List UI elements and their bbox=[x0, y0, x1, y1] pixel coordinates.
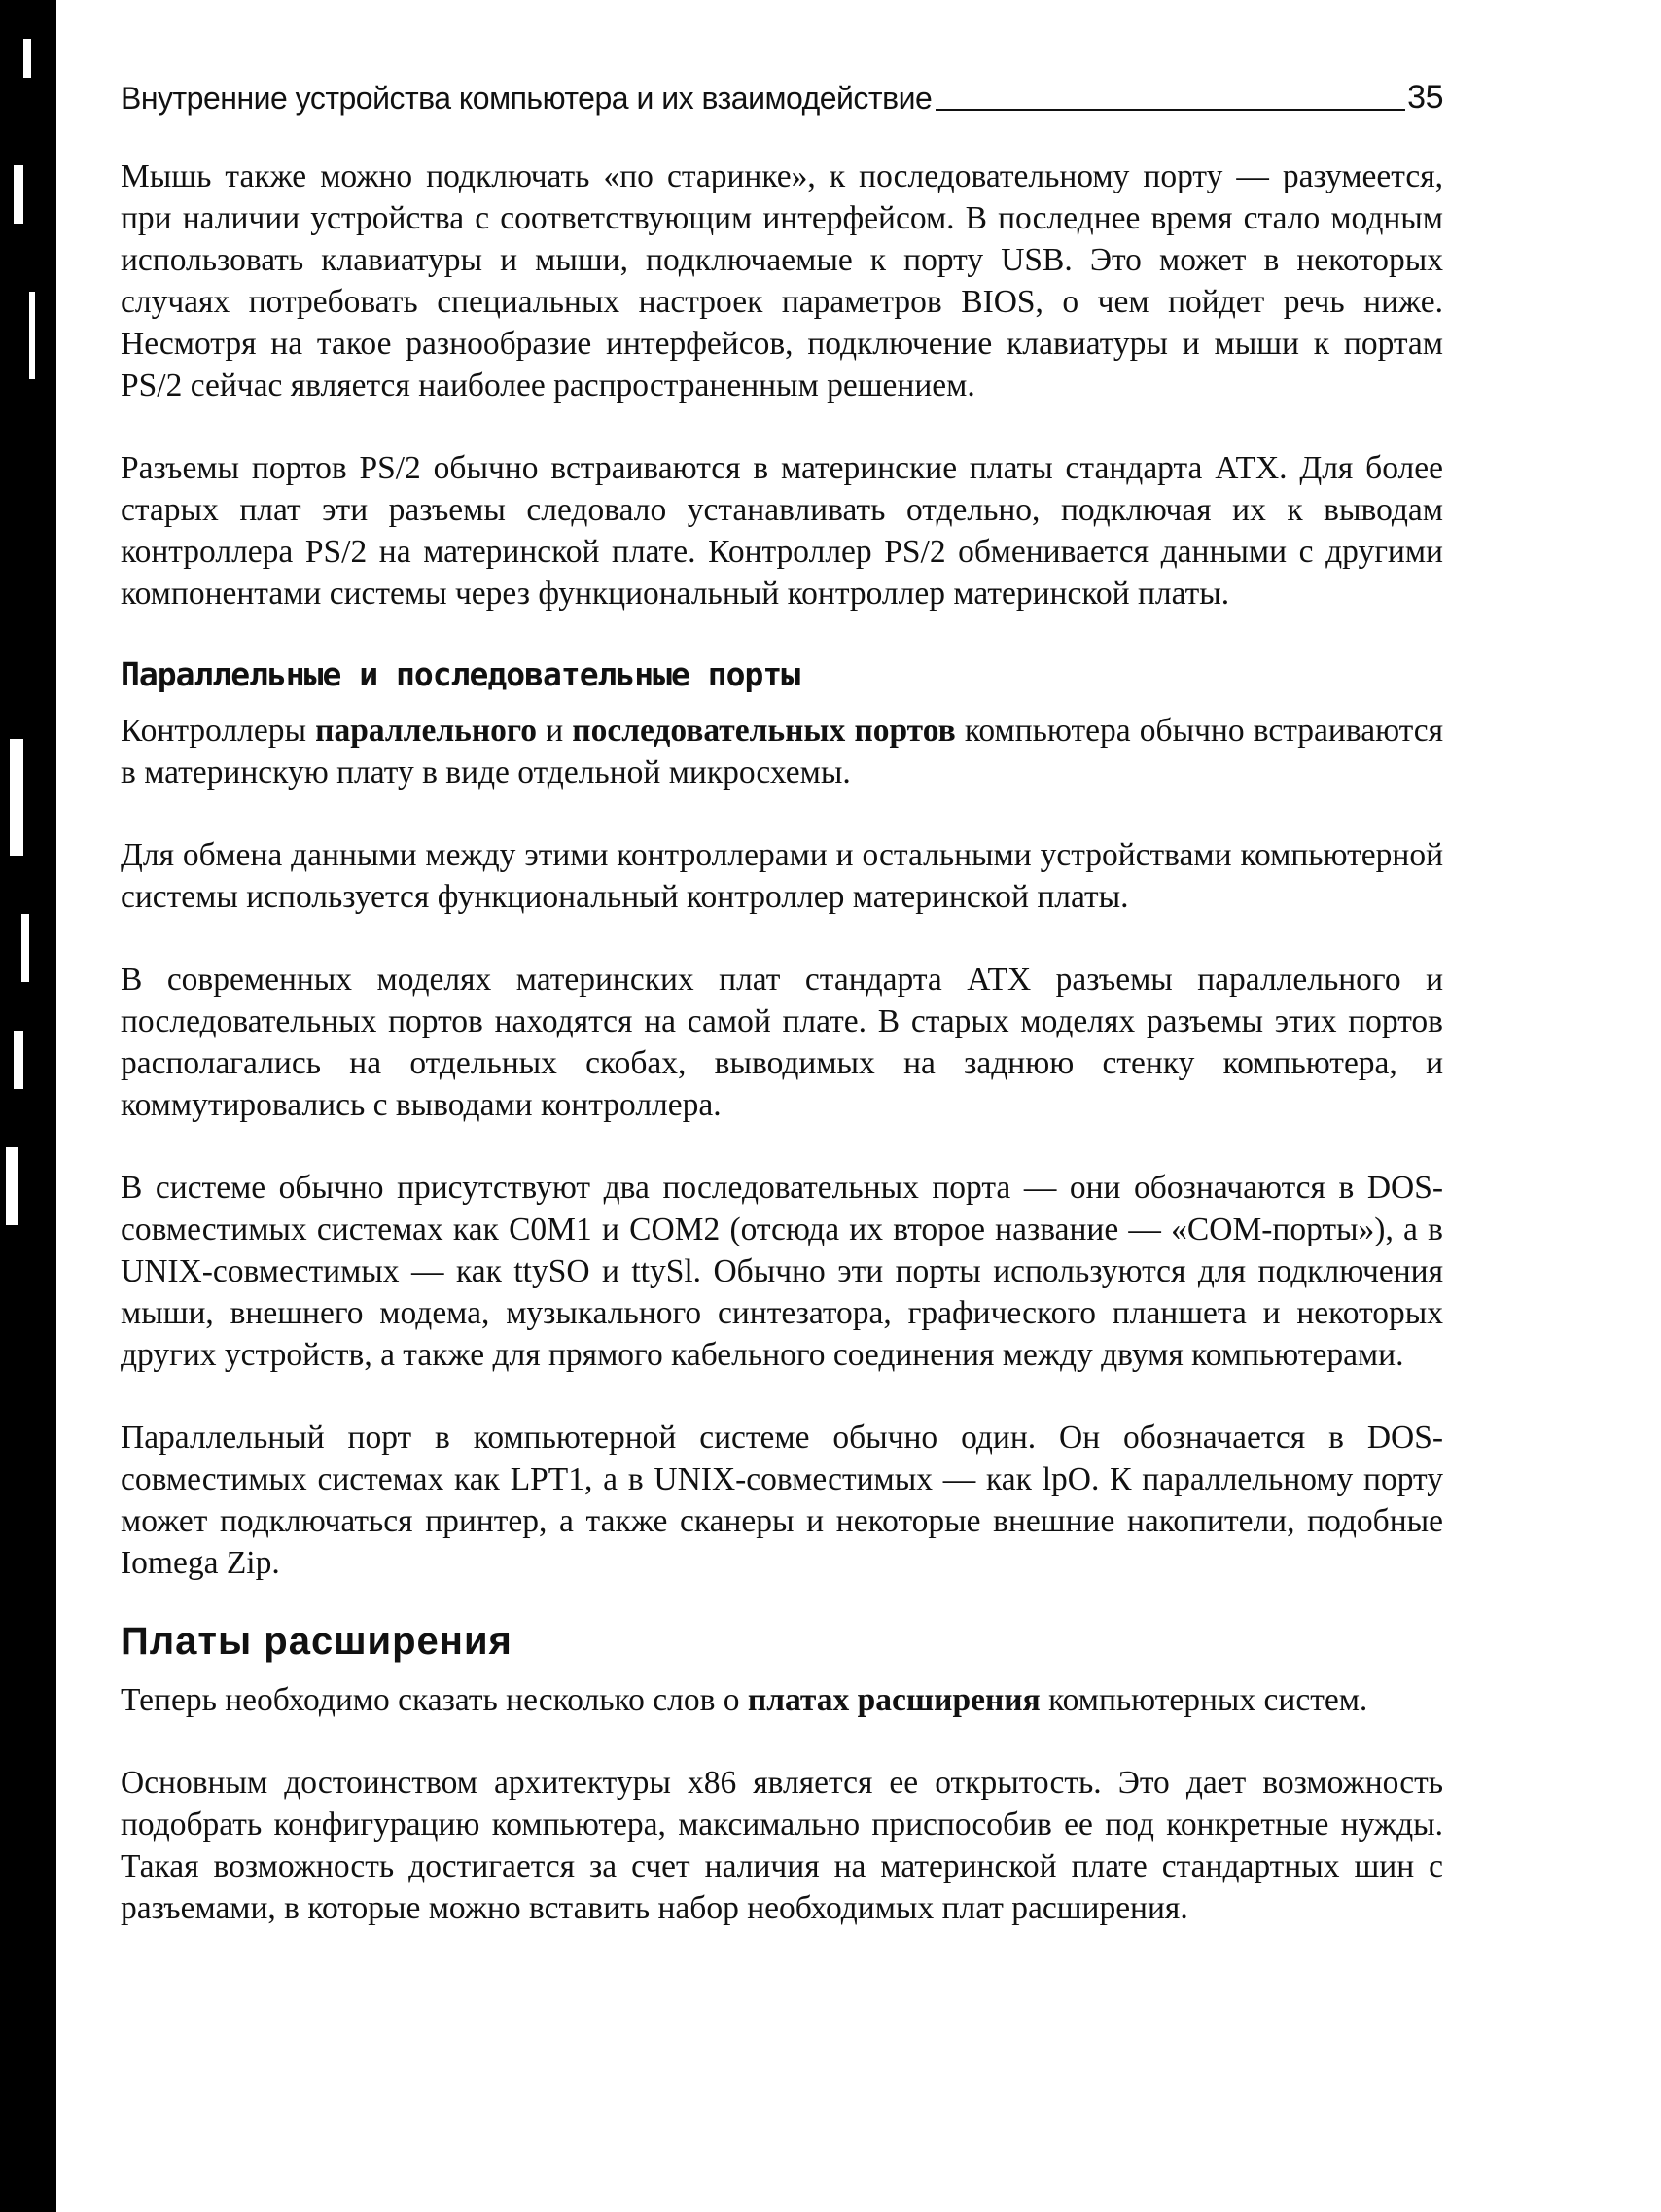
paragraph-x86-openness: Основным достоинством архитектуры x86 является ее открытость. Это дает возможность подобрать конфигурацию компьютера, максимально приспособив ее под конкретные нужды. Такая возможность достигается за счет наличия на материнской плате стандартных шин с разъемами, в которые можно вставить набор необходимых плат расширения. bbox=[121, 1765, 1443, 1926]
text-run: Теперь необходимо сказать несколько слов о bbox=[121, 1682, 748, 1718]
text-run: Контроллеры bbox=[121, 713, 316, 749]
text-run: и bbox=[537, 713, 573, 749]
paragraph-port-controllers bbox=[121, 710, 1443, 793]
scan-edge-border bbox=[0, 0, 56, 2212]
paragraph-atx-connectors: В современных моделях материнских плат стандарта АТХ разъемы параллельного и последовательных портов находятся на самой плате. В старых моделях разъемы этих портов располагались на отдельных скобах, выводимых на заднюю стенку компьютера, и коммутировались с выводами контроллера. bbox=[121, 962, 1443, 1123]
header-rule bbox=[936, 108, 1405, 111]
page-number: 35 bbox=[1407, 79, 1443, 116]
document-page bbox=[121, 64, 1443, 1929]
text-run: компьютера обычно встраиваются в материнскую плату в виде отдельной микросхемы. bbox=[121, 713, 1443, 790]
bold-term-expansion-cards: платах расширения bbox=[747, 1682, 1041, 1718]
paragraph-serial-ports: В системе обычно присутствуют два последовательных порта — они обозначаются в DOS-совместимых системах как С0М1 и COM2 (отсюда их второе название — «СОМ-порты»), а в UNIX-совместимых — как ttySO и ttySl. Обычно эти порты используются для подключения мыши, внешнего модема, музыкального синтезатора, графического планшета и некоторых других устройств, а также для прямого кабельного соединения между двумя компьютерами. bbox=[121, 1170, 1443, 1373]
section-heading-expansion-cards: Платы расширения bbox=[121, 1620, 512, 1663]
paragraph-parallel-port: Параллельный порт в компьютерной системе обычно один. Он обозначается в DOS-совместимых системах как LPT1, а в UNIX-совместимых — как lpO. К параллельному порту может подключаться принтер, а также сканеры и некоторые внешние накопители, подобные Iomega Zip. bbox=[121, 1420, 1443, 1581]
running-header-title: Внутренние устройства компьютера и их взаимодействие bbox=[121, 81, 933, 116]
paragraph-expansion-intro bbox=[121, 1679, 1443, 1721]
section-heading-ports: Параллельные и последовательные порты bbox=[121, 655, 800, 693]
bold-term-parallel: параллельного bbox=[315, 713, 538, 749]
running-header bbox=[121, 64, 1443, 117]
paragraph-mouse-serial: Мышь также можно подключать «по старинке», к последовательному порту — разумеется, при наличии устройства с соответствующим интерфейсом. В последнее время стало модным использовать клавиатуры и мыши, подключаемые к порту USB. Это может в некоторых случаях потребовать специальных настроек параметров BIOS, о чем пойдет речь ниже. Несмотря на такое разнообразие интерфейсов, подключение клавиатуры и мыши к портам PS/2 сейчас является наиболее распространенным решением. bbox=[121, 158, 1443, 404]
paragraph-ps2-connectors: Разъемы портов PS/2 обычно встраиваются в материнские платы стандарта АТХ. Для более старых плат эти разъемы следовало устанавливать отдельно, подключая их к выводам контроллера PS/2 на материнской плате. Контроллер PS/2 обменивается данными с другими компонентами системы через функциональный контроллер материнской платы. bbox=[121, 450, 1443, 612]
bold-term-serial-ports: последовательных портов bbox=[572, 713, 956, 749]
text-run: компьютерных систем. bbox=[1040, 1682, 1368, 1718]
paragraph-data-exchange: Для обмена данными между этими контроллерами и остальными устройствами компьютерной системы используется функциональный контроллер материнской платы. bbox=[121, 837, 1443, 915]
